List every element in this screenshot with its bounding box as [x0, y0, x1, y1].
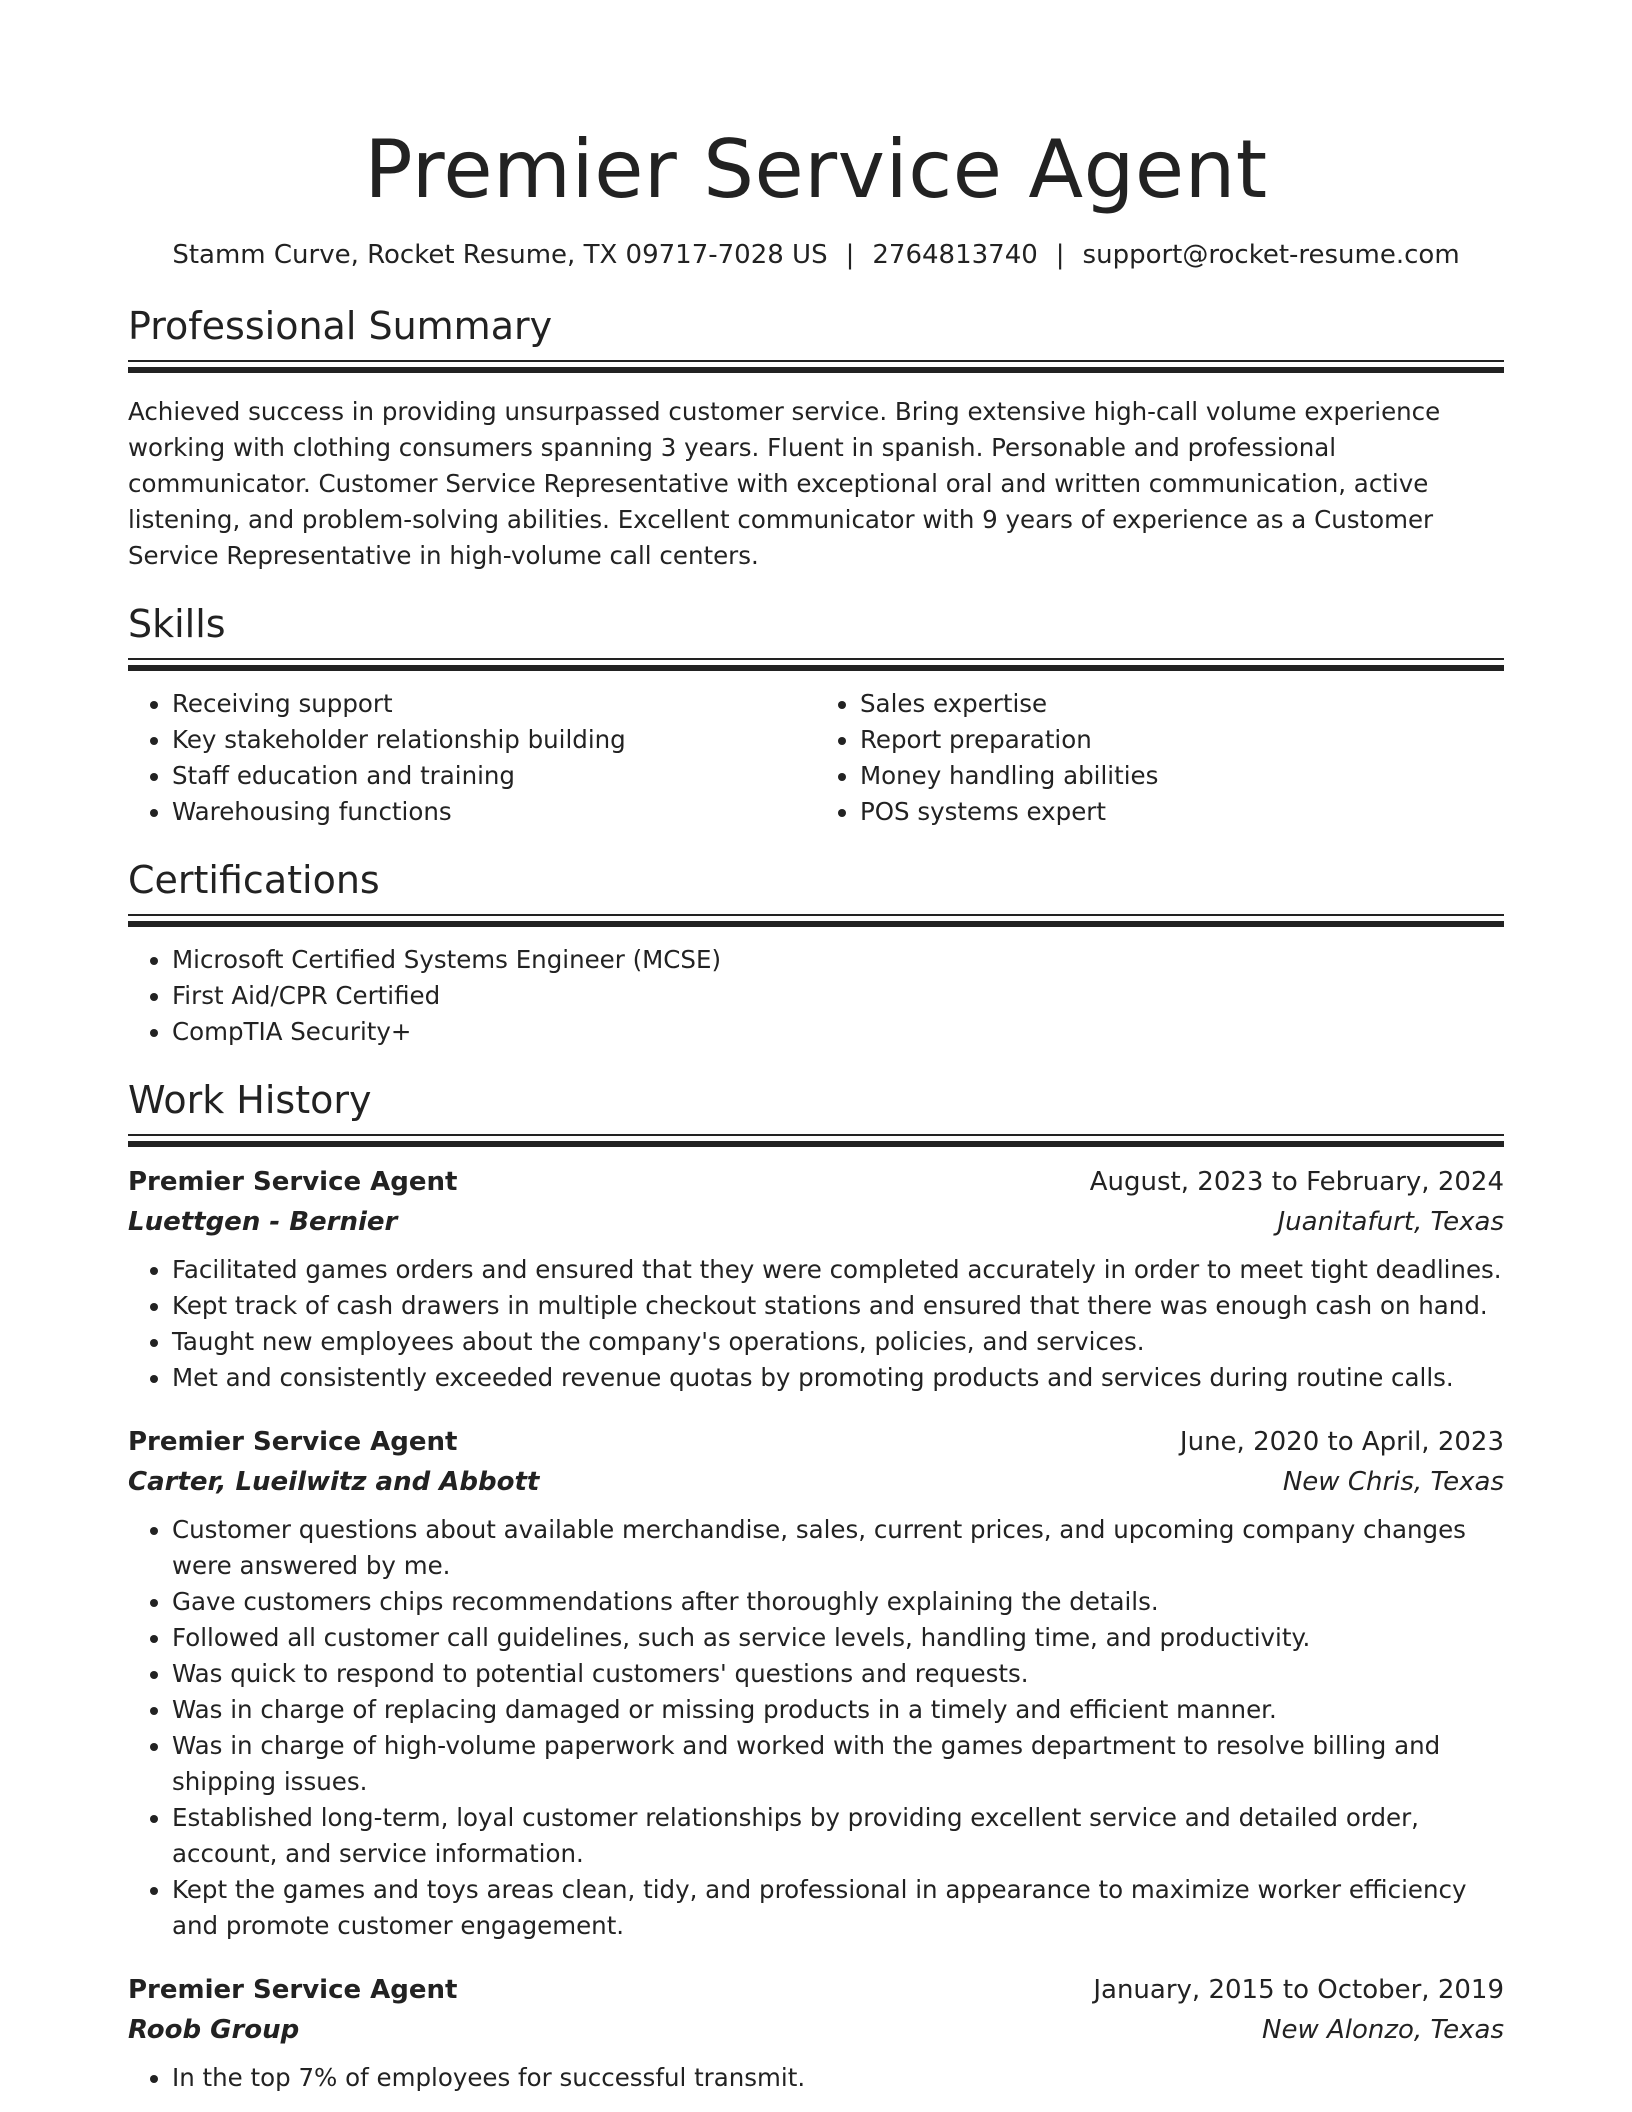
job-bullet: • Met and consistently exceeded revenue quotas by promoting products and services during routine calls.	[172, 1360, 1504, 1396]
job-bullet: • Was quick to respond to potential customers' questions and requests.	[172, 1656, 1504, 1692]
summary-section	[128, 302, 1504, 574]
section-title-skills: Skills	[128, 602, 226, 646]
certification-item: • CompTIA Security+	[172, 1014, 1504, 1050]
skill-item: • Staff education and training	[172, 758, 816, 794]
contact-email: support@rocket-resume.com	[1082, 240, 1460, 270]
job-entry	[128, 1422, 1504, 1944]
job-bullets	[128, 1512, 1504, 1944]
job-dates: August, 2023 to February, 2024	[1089, 1167, 1504, 1197]
section-title-certifications: Certifications	[128, 858, 380, 902]
certification-item: • First Aid/CPR Certified	[172, 978, 1504, 1014]
contact-address: Stamm Curve, Rocket Resume, TX 09717-7028 US	[172, 240, 828, 270]
job-bullet: • Followed all customer call guidelines, such as service levels, handling time, and productivity.	[172, 1620, 1504, 1656]
skills-section	[128, 600, 1504, 830]
job-entry	[128, 1970, 1504, 2096]
job-title: Premier Service Agent	[128, 1427, 458, 1457]
job-company: Roob Group	[128, 2015, 300, 2045]
contact-separator: |	[1055, 240, 1065, 270]
job-dates: January, 2015 to October, 2019	[1093, 1975, 1504, 2005]
job-bullet: • Taught new employees about the company's operations, policies, and services.	[172, 1324, 1504, 1360]
contact-line	[128, 238, 1504, 272]
skill-item: • Report preparation	[860, 722, 1504, 758]
job-bullets	[128, 1252, 1504, 1396]
job-title: Premier Service Agent	[128, 1167, 458, 1197]
job-bullet: • Facilitated games orders and ensured that they were completed accurately in order to meet tight deadlines.	[172, 1252, 1504, 1288]
certification-item: • Microsoft Certified Systems Engineer (MCSE)	[172, 942, 1504, 978]
job-header	[128, 1162, 1504, 1202]
job-subheader	[128, 2010, 1504, 2050]
skill-item: • Money handling abilities	[860, 758, 1504, 794]
contact-separator: |	[845, 240, 855, 270]
certifications-list	[128, 942, 1504, 1050]
candidate-name: Premier Service Agent	[364, 123, 1268, 216]
job-bullet: • Established long-term, loyal customer relationships by providing excellent service and detailed order, account, and service information.	[172, 1800, 1504, 1872]
job-bullet: • Gave customers chips recommendations after thoroughly explaining the details.	[172, 1584, 1504, 1620]
skill-item: • Warehousing functions	[172, 794, 816, 830]
skills-columns	[128, 686, 1504, 830]
section-divider	[128, 658, 1504, 674]
job-title: Premier Service Agent	[128, 1975, 458, 2005]
job-bullet: • In the top 7% of employees for successful transmit.	[172, 2060, 1504, 2096]
work-history-section	[128, 1076, 1504, 2096]
certifications-section	[128, 856, 1504, 1050]
section-title-summary: Professional Summary	[128, 304, 553, 348]
summary-text: Achieved success in providing unsurpassed customer service. Bring extensive high-call volume experience working with clothing consumers spanning 3 years. Fluent in spanish. Personable and professional communicator. Customer Service Representative with exceptional oral and written communication, active listening, and problem-solving abilities. Excellent communicator with 9 years of experience as a Customer Service Representative in high-volume call centers.	[128, 397, 1441, 570]
job-bullet: • Kept track of cash drawers in multiple checkout stations and ensured that there was enough cash on hand.	[172, 1288, 1504, 1324]
job-location: New Alonzo, Texas	[1262, 2015, 1504, 2045]
skills-list-right	[816, 686, 1504, 830]
skill-item: • Sales expertise	[860, 686, 1504, 722]
job-dates: June, 2020 to April, 2023	[1179, 1427, 1504, 1457]
job-location: Juanitafurt, Texas	[1277, 1207, 1504, 1237]
job-subheader	[128, 1202, 1504, 1242]
job-bullets	[128, 2060, 1504, 2096]
job-bullet: • Was in charge of high-volume paperwork and worked with the games department to resolve billing and shipping issues.	[172, 1728, 1504, 1800]
job-bullet: • Was in charge of replacing damaged or missing products in a timely and efficient manner.	[172, 1692, 1504, 1728]
skill-item: • Key stakeholder relationship building	[172, 722, 816, 758]
skill-item: • Receiving support	[172, 686, 816, 722]
job-location: New Chris, Texas	[1282, 1467, 1504, 1497]
job-header	[128, 1422, 1504, 1462]
job-subheader	[128, 1462, 1504, 1502]
job-bullet: • Kept the games and toys areas clean, tidy, and professional in appearance to maximize worker efficiency and promote customer engagement.	[172, 1872, 1504, 1944]
job-bullet: • Customer questions about available merchandise, sales, current prices, and upcoming company changes were answered by me.	[172, 1512, 1504, 1584]
job-company: Carter, Lueilwitz and Abbott	[128, 1467, 540, 1497]
section-divider	[128, 360, 1504, 376]
section-title-work-history: Work History	[128, 1078, 372, 1122]
section-divider	[128, 1134, 1504, 1150]
job-entry	[128, 1162, 1504, 1396]
section-divider	[128, 914, 1504, 930]
skill-item: • POS systems expert	[860, 794, 1504, 830]
contact-phone: 2764813740	[872, 240, 1038, 270]
job-company: Luettgen - Bernier	[128, 1207, 398, 1237]
skills-list-left	[128, 686, 816, 830]
job-header	[128, 1970, 1504, 2010]
